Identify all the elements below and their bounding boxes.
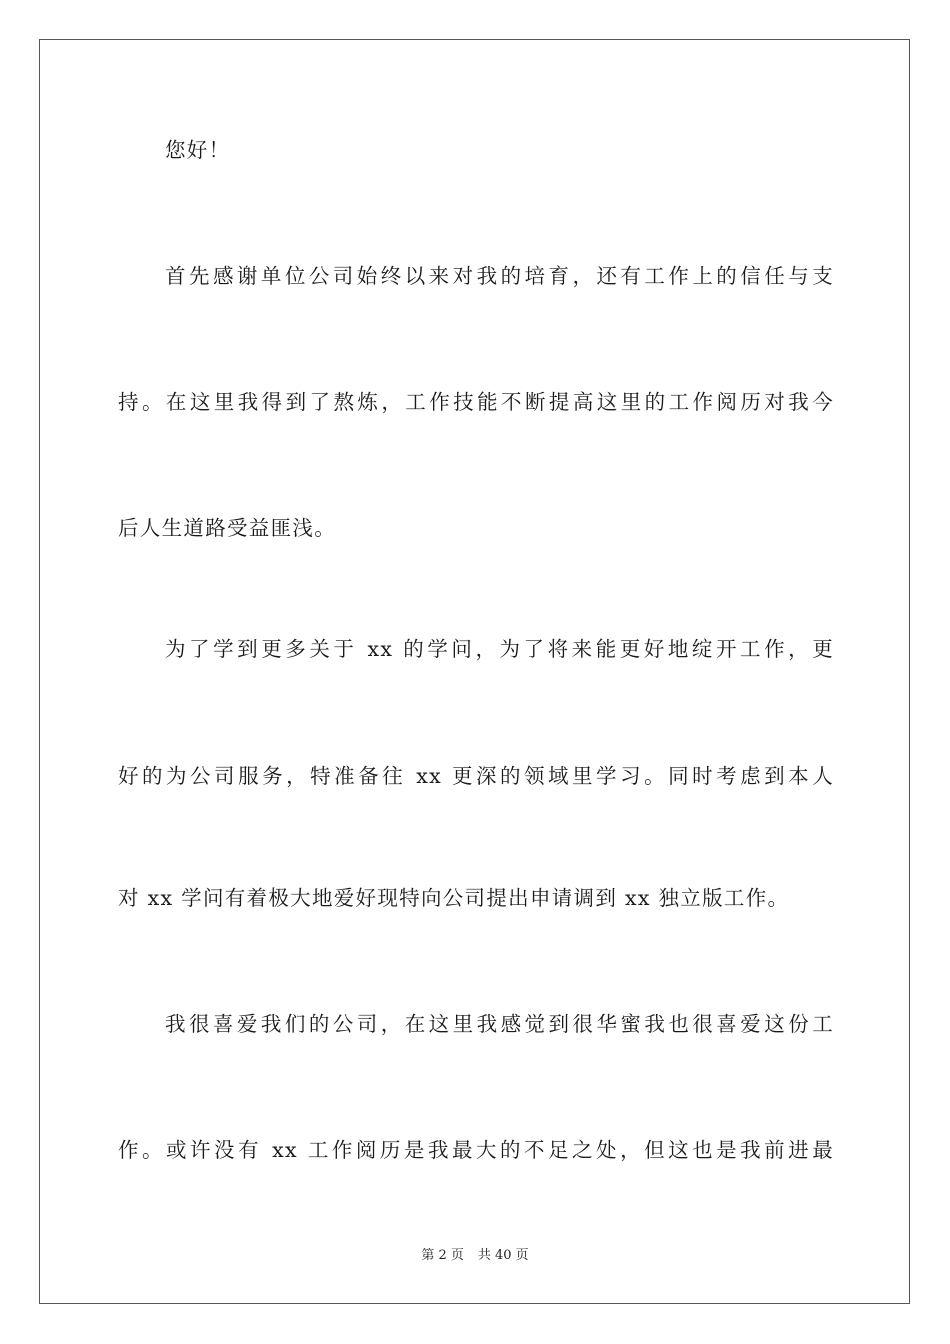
page-total: 共 40 页 [477,1248,529,1263]
greeting-line: 您好！ [165,138,231,162]
page-number: 第 2 页 [421,1248,464,1263]
paragraph-line: 对 xx 学问有着极大地爱好现特向公司提出申请调到 xx 独立版工作。 [118,886,790,910]
paragraph-line: 我很喜爱我们的公司，在这里我感觉到很华蜜我也很喜爱这份工 [165,1012,834,1036]
paragraph-line: 持。在这里我得到了熬炼，工作技能不断提高这里的工作阅历对我今 [118,390,834,414]
page-border [39,39,910,1304]
paragraph-line: 后人生道路受益匪浅。 [118,516,336,540]
paragraph-line: 首先感谢单位公司始终以来对我的培育，还有工作上的信任与支 [165,264,834,288]
page-footer [0,1247,950,1265]
paragraph-line: 作。或许没有 xx 工作阅历是我最大的不足之处，但这也是我前进最 [118,1138,834,1162]
paragraph-line: 好的为公司服务，特准备往 xx 更深的领域里学习。同时考虑到本人 [118,764,834,788]
paragraph-line: 为了学到更多关于 xx 的学问，为了将来能更好地绽开工作，更 [165,637,834,661]
